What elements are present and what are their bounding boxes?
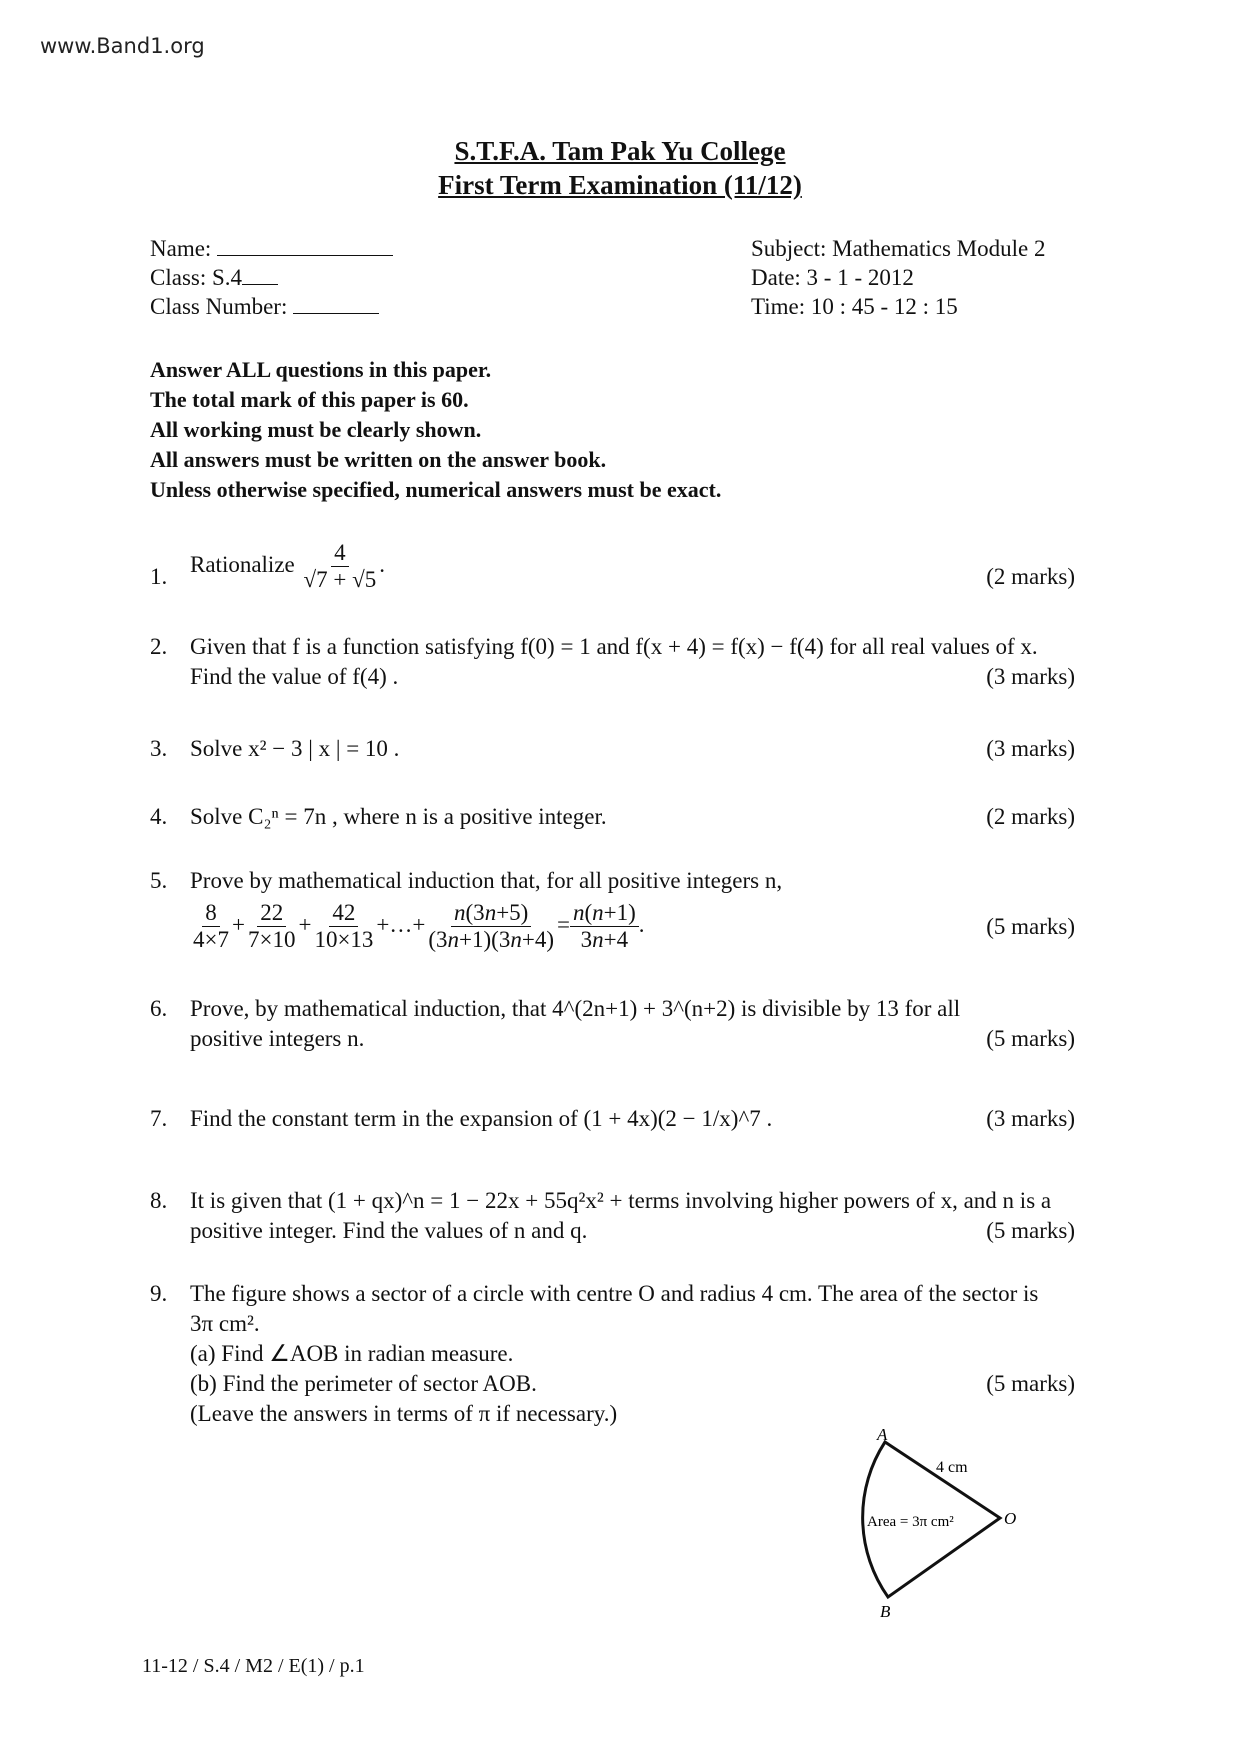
question-number: 8.: [150, 1188, 168, 1213]
page-footer: 11-12 / S.4 / M2 / E(1) / p.1: [142, 1655, 365, 1677]
question-text: Given that f is a function satisfying f(0) = 1 and f(x + 4) = f(x) − f(4) for all real values of x. Find the value of f(4) .: [190, 634, 1038, 689]
question-number: 1.: [150, 564, 168, 589]
label-b: B: [880, 1602, 891, 1621]
marks: (5 marks): [986, 1371, 1075, 1396]
marks: (3 marks): [986, 664, 1075, 689]
marks: (3 marks): [986, 1106, 1075, 1131]
exam-info: [751, 234, 1045, 321]
instructions: [150, 355, 721, 505]
sector-diagram: [840, 1420, 1040, 1630]
question-3: [150, 734, 1075, 764]
subject: Subject: Mathematics Module 2: [751, 236, 1046, 261]
exam-title: First Term Examination (11/12): [438, 170, 802, 200]
question-number: 5.: [150, 868, 168, 893]
question-number: 9.: [150, 1281, 168, 1306]
instruction: Unless otherwise specified, numerical answers must be exact.: [150, 477, 722, 502]
instruction: Answer ALL questions in this paper.: [150, 357, 492, 382]
student-info: [150, 234, 393, 321]
question-number: 3.: [150, 736, 168, 761]
question-text: Solve C₂ⁿ = 7n , where n is a positive integer.: [190, 804, 607, 829]
question-4: [150, 802, 1075, 832]
question-number: 2.: [150, 634, 168, 659]
name-blank: [217, 237, 393, 256]
question-5: [150, 866, 1075, 953]
watermark: www.Band1.org: [40, 34, 205, 58]
area-label: Area = 3π cm²: [867, 1514, 954, 1530]
question-part-a: (a) Find ∠AOB in radian measure.: [190, 1341, 514, 1366]
question-1: 1. Rationalize $\frac{4}{√7 + √5}$ . (2 marks): [150, 540, 1075, 592]
question-2: [150, 632, 1075, 692]
instruction: All working must be clearly shown.: [150, 417, 482, 442]
instruction: The total mark of this paper is 60.: [150, 387, 469, 412]
question-text: It is given that (1 + qx)^n = 1 − 22x + 55q²x² + terms involving higher powers of x, and n is a positive integer. Find the values of n and q.: [190, 1188, 1052, 1243]
fraction: $\frac{4}{√7 + √5}$: [303, 540, 377, 592]
question-7: [150, 1104, 1075, 1134]
question-text: Solve x² − 3 | x | = 10 .: [190, 736, 400, 761]
question-8: [150, 1186, 1075, 1246]
class-number-blank: [293, 295, 379, 314]
name-label: Name:: [150, 236, 212, 261]
question-note: (Leave the answers in terms of π if necessary.): [190, 1401, 618, 1426]
label-o: O: [1004, 1509, 1017, 1528]
marks: (5 marks): [986, 1218, 1075, 1243]
question-6: [150, 994, 1075, 1054]
question-number: 6.: [150, 996, 168, 1021]
marks: (5 marks): [986, 914, 1075, 939]
time: Time: 10 : 45 - 12 : 15: [751, 294, 958, 319]
marks: (3 marks): [986, 736, 1075, 761]
question-text: Prove, by mathematical induction, that 4^(2n+1) + 3^(n+2) is divisible by 13 for all positive integers n.: [190, 996, 961, 1051]
question-part-b: (b) Find the perimeter of sector AOB.: [190, 1371, 537, 1396]
marks: (2 marks): [986, 804, 1075, 829]
question-9: [150, 1279, 1075, 1429]
question-number: 4.: [150, 804, 168, 829]
question-text: Rationalize: [190, 551, 295, 577]
class-blank: [242, 266, 278, 285]
radius-label: 4 cm: [936, 1459, 968, 1476]
label-a: A: [877, 1425, 888, 1444]
marks: (2 marks): [986, 564, 1075, 589]
class-number-label: Class Number:: [150, 294, 288, 319]
school-name: S.T.F.A. Tam Pak Yu College: [454, 136, 786, 166]
class-label: Class: S.4: [150, 265, 243, 290]
question-text: Find the constant term in the expansion of (1 + 4x)(2 − 1/x)^7 .: [190, 1106, 773, 1131]
instruction: All answers must be written on the answer book.: [150, 447, 607, 472]
marks: (5 marks): [986, 1026, 1075, 1051]
question-number: 7.: [150, 1106, 168, 1131]
date: Date: 3 - 1 - 2012: [751, 265, 914, 290]
series-formula: $\frac{8}{4\times 7}$ + $\frac{22}{7\times 10}$ + $\frac{42}{10\times 13}$ +…+ $\frac{n(3n+5)}{(3n+1)(3n+4)}$ = $\frac{n(n+1)}{3n+4}$ .: [193, 900, 645, 952]
question-text: The figure shows a sector of a circle with centre O and radius 4 cm. The area of the sector is 3π cm².: [190, 1281, 1039, 1336]
question-text: Prove by mathematical induction that, for all positive integers n,: [190, 868, 783, 893]
